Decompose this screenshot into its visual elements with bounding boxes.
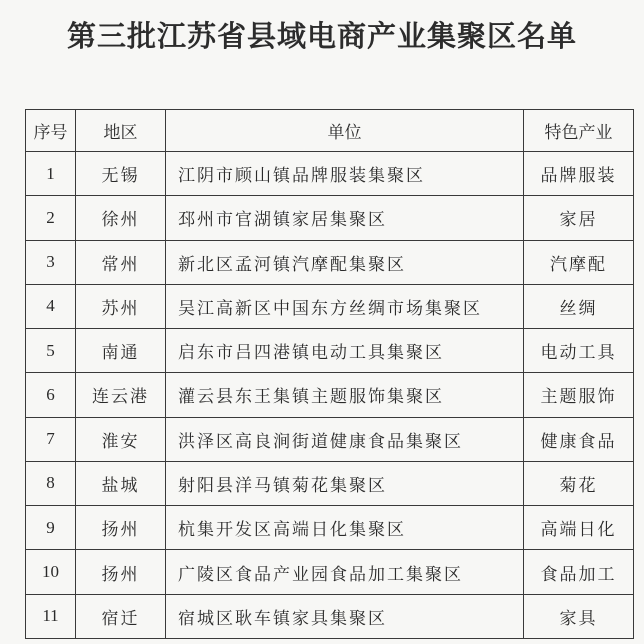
row-feature: 健康食品 (524, 417, 634, 461)
row-feature: 汽摩配 (524, 240, 634, 284)
table-row (26, 506, 634, 550)
page-title: 第三批江苏省县域电商产业集聚区名单 (66, 19, 577, 53)
row-region: 淮安 (76, 417, 166, 461)
row-feature: 家居 (524, 196, 634, 240)
row-unit: 洪泽区高良涧街道健康食品集聚区 (166, 417, 524, 461)
table-row (26, 240, 634, 284)
row-unit: 启东市吕四港镇电动工具集聚区 (166, 329, 524, 373)
row-region: 常州 (76, 240, 166, 284)
row-no: 3 (26, 240, 76, 284)
row-feature: 品牌服装 (524, 152, 634, 196)
row-region: 苏州 (76, 284, 166, 328)
row-region: 连云港 (76, 373, 166, 417)
row-no: 9 (26, 506, 76, 550)
row-no: 2 (26, 196, 76, 240)
table-row (26, 373, 634, 417)
row-unit: 江阴市顾山镇品牌服装集聚区 (166, 152, 524, 196)
table-row (26, 550, 634, 594)
row-feature: 电动工具 (524, 329, 634, 373)
row-unit: 新北区孟河镇汽摩配集聚区 (166, 240, 524, 284)
table-row (26, 152, 634, 196)
row-no: 8 (26, 461, 76, 505)
table-row (26, 417, 634, 461)
row-no: 1 (26, 152, 76, 196)
header-unit: 单位 (166, 110, 524, 152)
row-unit: 灌云县东王集镇主题服饰集聚区 (166, 373, 524, 417)
row-region: 扬州 (76, 506, 166, 550)
row-unit: 射阳县洋马镇菊花集聚区 (166, 461, 524, 505)
row-no: 4 (26, 284, 76, 328)
header-feature: 特色产业 (524, 110, 634, 152)
table-row (26, 329, 634, 373)
row-feature: 丝绸 (524, 284, 634, 328)
row-no: 11 (26, 594, 76, 638)
header-region: 地区 (76, 110, 166, 152)
row-unit: 广陵区食品产业园食品加工集聚区 (166, 550, 524, 594)
row-feature: 高端日化 (524, 506, 634, 550)
row-unit: 杭集开发区高端日化集聚区 (166, 506, 524, 550)
row-no: 5 (26, 329, 76, 373)
table-row (26, 594, 634, 638)
row-no: 10 (26, 550, 76, 594)
row-unit: 宿城区耿车镇家具集聚区 (166, 594, 524, 638)
table-row (26, 461, 634, 505)
row-region: 盐城 (76, 461, 166, 505)
table-header-row (26, 110, 634, 152)
row-feature: 食品加工 (524, 550, 634, 594)
table-row (26, 284, 634, 328)
row-feature: 主题服饰 (524, 373, 634, 417)
row-region: 无锡 (76, 152, 166, 196)
row-unit: 邳州市官湖镇家居集聚区 (166, 196, 524, 240)
header-no: 序号 (26, 110, 76, 152)
row-region: 扬州 (76, 550, 166, 594)
row-region: 南通 (76, 329, 166, 373)
cluster-list-table (25, 109, 634, 639)
row-unit: 吴江高新区中国东方丝绸市场集聚区 (166, 284, 524, 328)
row-region: 宿迁 (76, 594, 166, 638)
row-feature: 菊花 (524, 461, 634, 505)
table-row (26, 196, 634, 240)
row-no: 7 (26, 417, 76, 461)
row-no: 6 (26, 373, 76, 417)
row-feature: 家具 (524, 594, 634, 638)
row-region: 徐州 (76, 196, 166, 240)
